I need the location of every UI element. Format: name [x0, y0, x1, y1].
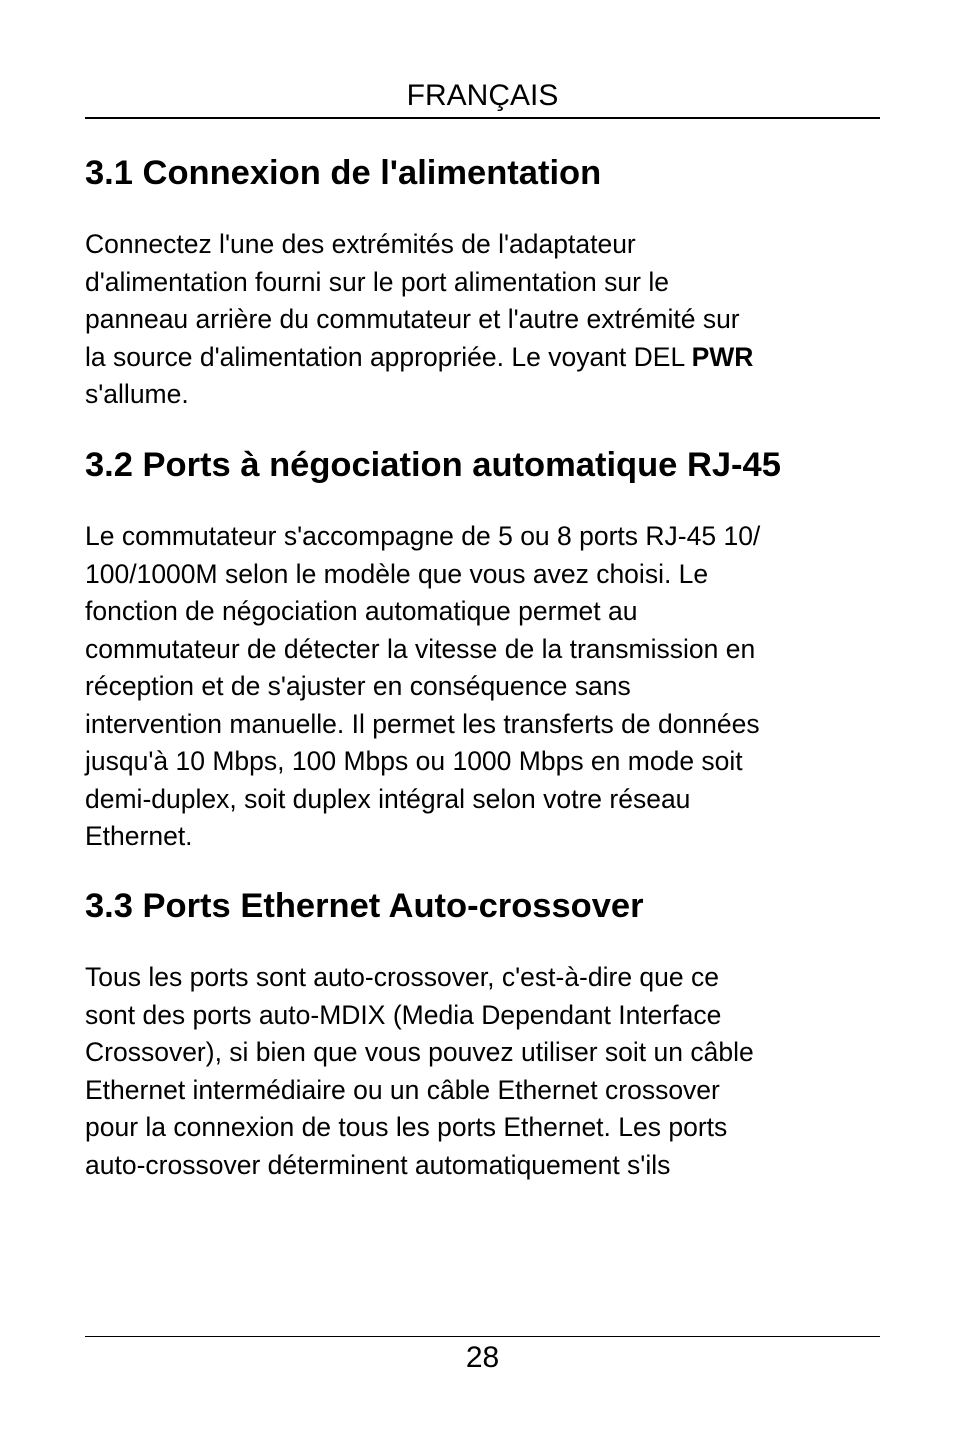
paragraph-rj45-ports [85, 518, 760, 856]
text-line: Tous les ports sont auto-crossover, c'est-à-dire que ce [85, 962, 719, 992]
text-line: jusqu'à 10 Mbps, 100 Mbps ou 1000 Mbps en mode soit [85, 746, 743, 776]
text-line: intervention manuelle. Il permet les transferts de données [85, 708, 760, 739]
page-header-language: FRANÇAIS [406, 79, 559, 112]
text-line: réception et de s'ajuster en conséquence sans [85, 671, 631, 701]
text-line: Le commutateur s'accompagne de 5 ou 8 ports RJ-45 10/ [85, 521, 761, 551]
text-line: sont des ports auto-MDIX (Media Dependant Interface [85, 999, 722, 1030]
footer-divider [85, 1336, 880, 1337]
section-heading-auto-crossover: 3.3 Ports Ethernet Auto-crossover [85, 887, 644, 925]
section-heading-rj45-ports: 3.2 Ports à négociation automatique RJ-45 [85, 446, 781, 484]
header-divider [85, 117, 880, 119]
text-line: Connectez l'une des extrémités de l'adaptateur [85, 229, 636, 259]
text-line: commutateur de détecter la vitesse de la transmission en [85, 633, 756, 664]
text-line: 100/1000M selon le modèle que vous avez choisi. Le [85, 558, 709, 589]
pwr-led-term: PWR [691, 341, 754, 372]
paragraph-power-connection [85, 226, 753, 414]
text-line: panneau arrière du commutateur et l'autre extrémité sur [85, 304, 740, 334]
text-line: s'allume. [85, 379, 189, 409]
text-line: d'alimentation fourni sur le port alimentation sur le [85, 266, 669, 297]
text-line: demi-duplex, soit duplex intégral selon votre réseau [85, 783, 691, 814]
text-line: Ethernet intermédiaire ou un câble Ethernet crossover [85, 1074, 720, 1105]
text-line: fonction de négociation automatique permet au [85, 596, 638, 626]
text-line: Crossover), si bien que vous pouvez utiliser soit un câble [85, 1037, 754, 1067]
text-line: pour la connexion de tous les ports Ethernet. Les ports [85, 1112, 728, 1142]
text-fragment: la source d'alimentation appropriée. Le voyant DEL [85, 341, 692, 372]
paragraph-auto-crossover [85, 959, 754, 1184]
text-line [85, 339, 753, 377]
page-number: 28 [465, 1341, 500, 1374]
text-line: Ethernet. [85, 821, 193, 851]
section-heading-power-connection: 3.1 Connexion de l'alimentation [85, 154, 602, 192]
text-line: auto-crossover déterminent automatiquement s'ils [85, 1149, 671, 1180]
